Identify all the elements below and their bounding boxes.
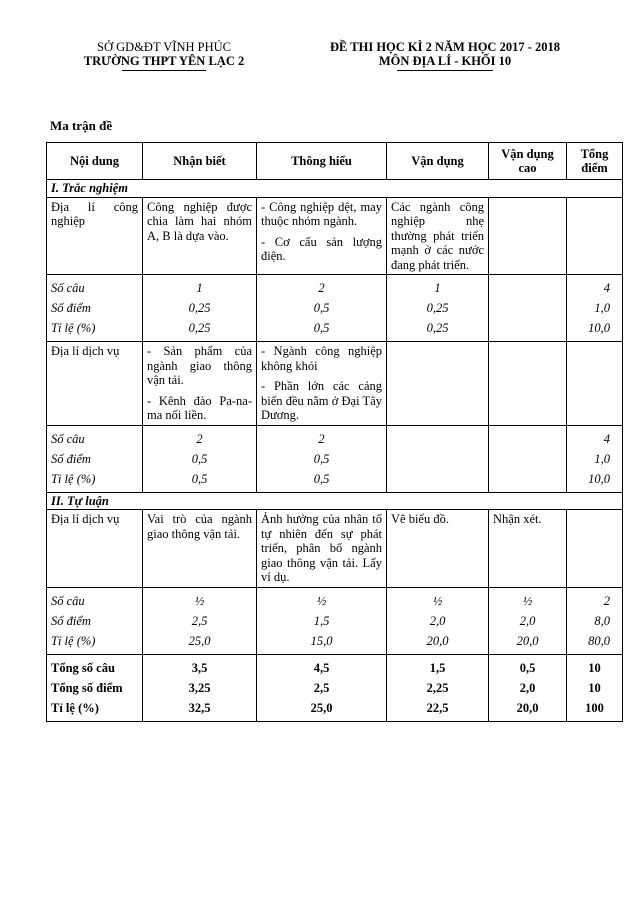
section-row (47, 492, 623, 510)
total-value: 10 (588, 660, 601, 675)
total-value: 2,25 (426, 680, 449, 695)
total-value: 4,5 (313, 660, 330, 675)
section-label: II. Tự luận (47, 492, 623, 510)
total-value: 1,5 (429, 660, 446, 675)
stat-value: 2 (196, 431, 203, 446)
stat-value: 2,0 (429, 613, 446, 628)
stat-value (493, 318, 562, 338)
section-row (47, 180, 623, 198)
stat-value: 2 (318, 281, 325, 295)
header-underline (122, 70, 206, 71)
stat-value: 2,5 (191, 613, 208, 628)
section-label: I. Trắc nghiệm (47, 180, 623, 198)
stats-total (567, 425, 623, 492)
stat-value: 25,0 (188, 633, 211, 648)
col-header: Nội dung (47, 143, 143, 180)
topic-row (47, 342, 623, 426)
stat-value: 8,0 (594, 613, 610, 628)
topic-name: Địa lí công nghiệp (47, 197, 143, 275)
stat-value: 1,0 (594, 451, 610, 466)
stats-cell (387, 275, 489, 342)
exam-header (300, 40, 590, 71)
stat-value: 0,5 (191, 471, 208, 486)
col-header: Nhận biết (143, 143, 257, 180)
stat-value: 0,25 (188, 321, 211, 335)
totals-row (47, 654, 623, 721)
stats-cell (387, 587, 489, 654)
content-cell (257, 197, 387, 275)
stat-value (493, 298, 562, 318)
stat-label: Số câu (51, 593, 85, 608)
stats-total (567, 587, 623, 654)
stat-value (391, 469, 484, 489)
total-value: 0,5 (519, 660, 536, 675)
stats-cell (143, 275, 257, 342)
stat-value: 0,25 (426, 321, 449, 335)
content-text: - Kênh đào Pa-na-ma nối liền. (147, 393, 252, 422)
stat-value: 4 (603, 431, 610, 446)
stat-label: Số điểm (51, 301, 91, 315)
page-title: Ma trận đề (50, 118, 113, 133)
stat-value: ½ (194, 593, 205, 608)
stat-value (391, 429, 484, 449)
stat-value: 2 (603, 593, 610, 608)
stat-value: 10,0 (588, 321, 610, 335)
content-cell (387, 510, 489, 588)
content-cell (143, 510, 257, 588)
table-body (47, 180, 623, 722)
totals-cell (489, 654, 567, 721)
table-header-row (47, 143, 623, 180)
stat-value (493, 429, 562, 449)
exam-subject: MÔN ĐỊA LÍ - KHỐI 10 (378, 54, 512, 68)
stat-value: 2,0 (519, 613, 536, 628)
stat-value (493, 469, 562, 489)
stat-value: 1 (434, 281, 441, 295)
stats-total (567, 275, 623, 342)
stat-label: Số điểm (51, 451, 91, 466)
col-header: Vận dụng cao (489, 143, 567, 180)
stat-value: 2 (318, 431, 325, 446)
content-text: Vai trò của ngành giao thông vận tải. (147, 512, 252, 541)
stat-value (493, 449, 562, 469)
stat-value: 0,5 (313, 451, 330, 466)
topic-row (47, 197, 623, 275)
stat-label: Tỉ lệ (%) (51, 633, 96, 648)
stat-value: 80,0 (588, 633, 610, 648)
totals-labels (47, 654, 143, 721)
total-value: 3,25 (188, 680, 211, 695)
stat-value: 1 (196, 281, 203, 295)
total-value: 10 (588, 680, 601, 695)
stats-cell (143, 587, 257, 654)
total-value: 20,0 (516, 700, 539, 715)
stats-cell (257, 275, 387, 342)
stats-row (47, 425, 623, 492)
totals-cell (567, 654, 623, 721)
totals-cell (257, 654, 387, 721)
stat-label: Tỉ lệ (%) (51, 471, 96, 486)
stat-value: ½ (432, 593, 443, 608)
stat-value: ½ (522, 593, 533, 608)
stat-label: Tỉ lệ (%) (51, 321, 96, 335)
stats-cell (489, 275, 567, 342)
content-cell (143, 342, 257, 426)
content-text: Công nghiệp được chia làm hai nhóm A, B là dựa vào. (147, 199, 252, 243)
stats-cell (143, 425, 257, 492)
stat-value: 1,0 (594, 301, 610, 315)
content-text: - Công nghiệp dệt, may thuộc nhóm ngành. (261, 199, 382, 228)
stats-labels (47, 275, 143, 342)
total-cell (567, 510, 623, 588)
content-cell (489, 510, 567, 588)
content-cell (257, 342, 387, 426)
exam-title: ĐỀ THI HỌC KÌ 2 NĂM HỌC 2017 - 2018 (330, 40, 560, 54)
total-label: Tỉ lệ (%) (51, 700, 99, 715)
stat-label: Số câu (51, 431, 85, 446)
content-cell (143, 197, 257, 275)
stat-label: Số điểm (51, 613, 91, 628)
total-value: 3,5 (191, 660, 208, 675)
total-value: 2,0 (519, 680, 536, 695)
stats-cell (489, 425, 567, 492)
stats-labels (47, 587, 143, 654)
topic-row (47, 510, 623, 588)
total-value: 100 (585, 700, 604, 715)
total-cell (567, 342, 623, 426)
content-cell (387, 342, 489, 426)
school-header (64, 40, 264, 71)
stats-cell (387, 425, 489, 492)
content-text: - Phần lớn các cảng biển đều nằm ở Đại Tây Dương. (261, 379, 382, 422)
stats-cell (257, 587, 387, 654)
stat-value: 0,5 (313, 321, 330, 335)
stat-value: 0,25 (188, 301, 211, 315)
totals-cell (387, 654, 489, 721)
content-text: - Ngành công nghiệp không khói (261, 344, 382, 373)
topic-name: Địa lí dịch vụ (47, 342, 143, 426)
stat-label: Số câu (51, 281, 85, 295)
total-value: 22,5 (426, 700, 449, 715)
stat-value: 0,5 (191, 451, 208, 466)
content-text: - Cơ cấu sản lượng điện. (261, 234, 382, 263)
totals-cell (143, 654, 257, 721)
total-label: Tổng số câu (51, 660, 115, 675)
content-text: Vẽ biểu đồ. (391, 512, 449, 526)
content-cell (257, 510, 387, 588)
stats-row (47, 275, 623, 342)
school-name: TRƯỜNG THPT YÊN LẠC 2 (83, 54, 245, 68)
stat-value: 4 (603, 281, 610, 295)
content-cell (489, 197, 567, 275)
col-header: Tổng điểm (567, 143, 623, 180)
content-cell (387, 197, 489, 275)
stat-value: 15,0 (310, 633, 333, 648)
stats-labels (47, 425, 143, 492)
stat-value: 0,5 (313, 471, 330, 486)
total-value: 32,5 (188, 700, 211, 715)
stat-value: 20,0 (516, 633, 539, 648)
total-cell (567, 197, 623, 275)
stats-cell (257, 425, 387, 492)
stat-value: ½ (316, 593, 327, 608)
content-text: - Sản phẩm của ngành giao thông vận tải. (147, 344, 252, 387)
col-header: Vận dụng (387, 143, 489, 180)
content-text: Ảnh hưởng của nhân tố tự nhiên đến sự phát triển, phân bố ngành giao thông vận tải. Lấy ví dụ. (261, 512, 382, 584)
col-header: Thông hiểu (257, 143, 387, 180)
total-label: Tổng số điểm (51, 680, 123, 695)
total-value: 25,0 (310, 700, 333, 715)
stat-value (391, 449, 484, 469)
matrix-table (46, 142, 623, 722)
content-cell (489, 342, 567, 426)
stat-value: 0,25 (426, 301, 449, 315)
stat-value: 1,5 (313, 613, 330, 628)
stat-value: 0,5 (313, 301, 330, 315)
stats-cell (489, 587, 567, 654)
stat-value (493, 278, 562, 298)
content-text: Nhận xét. (493, 512, 542, 526)
content-text: Các ngành công nghiệp nhẹ thường phát triển mạnh ở các nước đang phát triển. (391, 199, 484, 272)
stat-value: 20,0 (426, 633, 449, 648)
total-value: 2,5 (313, 680, 330, 695)
stats-row (47, 587, 623, 654)
stat-value: 10,0 (588, 471, 610, 486)
header-underline (397, 70, 493, 71)
department-name: SỞ GD&ĐT VĨNH PHÚC (97, 40, 231, 54)
topic-name: Địa lí dịch vụ (47, 510, 143, 588)
